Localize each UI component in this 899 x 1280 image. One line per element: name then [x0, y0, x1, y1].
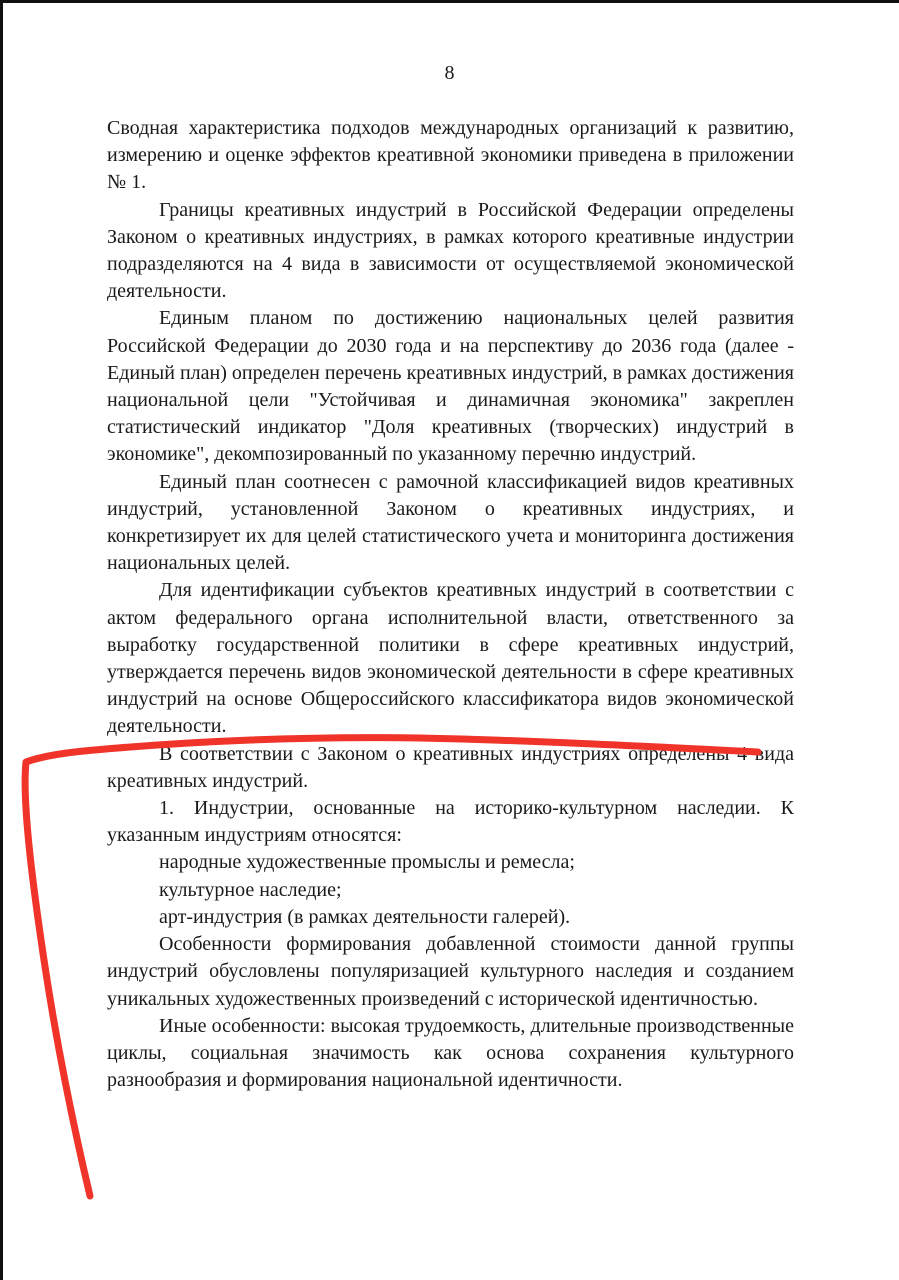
page-number: 8: [444, 62, 455, 84]
photo-frame-top-edge: [0, 0, 899, 3]
paragraph-subject-identification: Для идентификации субъектов креативных индустрий в соответствии с актом федерального органа исполнительной власти, ответственного за выработку государственной политики в сфере креативных индустрий, утверждается перечень видов экономической деятельности в сфере креативных индустрий на основе Общероссийского классификатора видов экономической деятельности.: [107, 579, 794, 738]
paragraph-other-features: Иные особенности: высокая трудоемкость, длительные производственные циклы, социальная значимость как основа сохранения культурного разнообразия и формирования национальной идентичности.: [107, 1014, 794, 1092]
paragraph-value-added-features: Особенности формирования добавленной стоимости данной группы индустрий обусловлены популяризацией культурного наследия и созданием уникальных художественных произведений с исторической идентичностью.: [107, 933, 794, 1010]
paragraph-industry-boundaries: Границы креативных индустрий в Российской Федерации определены Законом о креативных индустриях, в рамках которого креативные индустрии подразделяются на 4 вида в зависимости от осуществляемой экономической деятельности.: [107, 198, 794, 303]
paragraph-heritage-industries: 1. Индустрии, основанные на историко-культурном наследии. К указанным индустриям относятся:: [107, 797, 794, 847]
paragraph-four-types: В соответствии с Законом о креативных индустриях определены 4 вида креативных индустрий.: [107, 742, 794, 792]
document-body: [107, 115, 794, 1094]
paragraph-summary-reference: Сводная характеристика подходов международных организаций к развитию, измерению и оценке эффектов креативной экономики приведена в приложении № 1.: [107, 117, 794, 194]
list-item-folk-crafts: народные художественные промыслы и ремесла;: [159, 851, 575, 874]
list-item-cultural-heritage: культурное наследие;: [159, 878, 342, 901]
paragraph-framework-classification: Единый план соотнесен с рамочной классификацией видов креативных индустрий, установленной Законом о креативных индустриях, и конкретизирует их для целей статистического учета и мониторинга достижения национальных целей.: [107, 470, 794, 575]
list-item-art-industry: арт-индустрия (в рамках деятельности галерей).: [159, 905, 571, 928]
paragraph-unified-plan: Единым планом по достижению национальных целей развития Российской Федерации до 2030 года и на перспективу до 2036 года (далее - Единый план) определен перечень креативных индустрий, в рамках достижения национальной цели "Устойчивая и динамичная экономика" закреплен статистический индикатор "Доля креативных (творческих) индустрий в экономике", декомпозированный по указанному перечню индустрий.: [107, 307, 794, 466]
photo-frame-left-edge: [0, 0, 3, 1280]
